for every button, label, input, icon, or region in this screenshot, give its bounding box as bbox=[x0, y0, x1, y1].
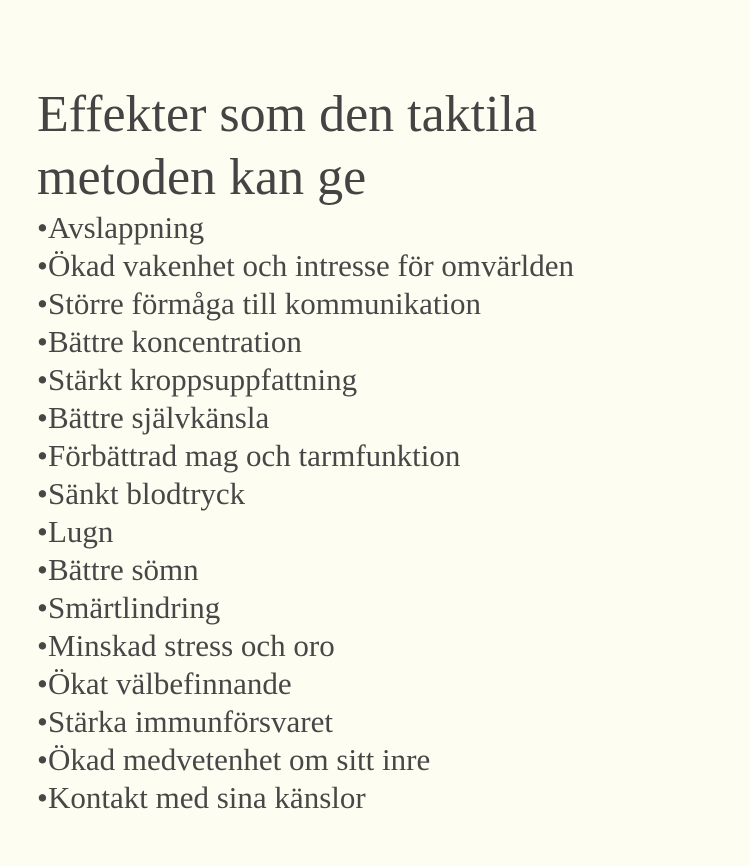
bullet-icon: • bbox=[37, 362, 48, 397]
bullet-icon: • bbox=[37, 210, 48, 245]
page-title bbox=[37, 83, 737, 209]
list-item bbox=[37, 399, 737, 437]
list-item bbox=[37, 285, 737, 323]
list-item-label: Bättre självkänsla bbox=[48, 400, 270, 435]
list-item-label: Lugn bbox=[48, 514, 114, 549]
list-item bbox=[37, 589, 737, 627]
list-item-label: Stärkt kroppsuppfattning bbox=[48, 362, 358, 397]
bullet-icon: • bbox=[37, 248, 48, 283]
bullet-icon: • bbox=[37, 400, 48, 435]
list-item-label: Ökad vakenhet och intresse för omvärlden bbox=[48, 248, 574, 283]
list-item-label: Ökat välbefinnande bbox=[48, 666, 292, 701]
bullet-icon: • bbox=[37, 438, 48, 473]
bullet-icon: • bbox=[37, 514, 48, 549]
list-item-label: Förbättrad mag och tarmfunktion bbox=[48, 438, 461, 473]
list-item bbox=[37, 361, 737, 399]
bullet-icon: • bbox=[37, 286, 48, 321]
list-item-label: Stärka immunförsvaret bbox=[48, 704, 333, 739]
bullet-icon: • bbox=[37, 590, 48, 625]
bullet-icon: • bbox=[37, 704, 48, 739]
list-item-label: Sänkt blodtryck bbox=[48, 476, 246, 511]
list-item bbox=[37, 627, 737, 665]
list-item bbox=[37, 665, 737, 703]
list-item bbox=[37, 703, 737, 741]
list-item bbox=[37, 209, 737, 247]
list-item-label: Minskad stress och oro bbox=[48, 628, 335, 663]
title-line-1: Effekter som den taktila bbox=[37, 86, 538, 143]
bullet-icon: • bbox=[37, 324, 48, 359]
list-item-label: Större förmåga till kommunikation bbox=[48, 286, 482, 321]
list-item bbox=[37, 323, 737, 361]
list-item bbox=[37, 247, 737, 285]
title-line-2: metoden kan ge bbox=[37, 149, 367, 206]
list-item bbox=[37, 513, 737, 551]
list-item-label: Ökad medvetenhet om sitt inre bbox=[48, 742, 431, 777]
bullet-icon: • bbox=[37, 476, 48, 511]
list-item-label: Smärtlindring bbox=[48, 590, 221, 625]
list-item bbox=[37, 475, 737, 513]
list-item bbox=[37, 741, 737, 779]
bullet-icon: • bbox=[37, 666, 48, 701]
effects-list bbox=[37, 209, 737, 817]
list-item bbox=[37, 437, 737, 475]
bullet-icon: • bbox=[37, 742, 48, 777]
list-item-label: Kontakt med sina känslor bbox=[48, 780, 366, 815]
bullet-icon: • bbox=[37, 780, 48, 815]
list-item bbox=[37, 551, 737, 589]
list-item-label: Bättre sömn bbox=[48, 552, 199, 587]
bullet-icon: • bbox=[37, 552, 48, 587]
bullet-icon: • bbox=[37, 628, 48, 663]
list-item-label: Avslappning bbox=[48, 210, 205, 245]
slide-content bbox=[37, 83, 737, 817]
list-item bbox=[37, 779, 737, 817]
list-item-label: Bättre koncentration bbox=[48, 324, 302, 359]
